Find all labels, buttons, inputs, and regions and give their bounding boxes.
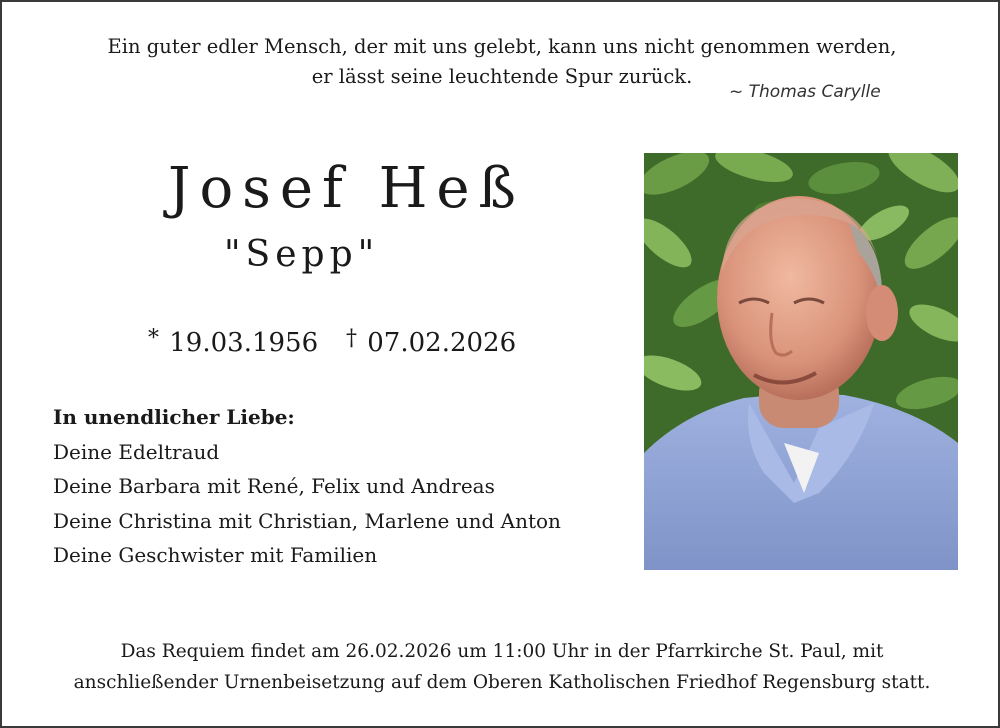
deceased-nickname: "Sepp" <box>224 234 380 275</box>
survivor-item: Deine Barbara mit René, Felix und Andreas <box>53 474 495 498</box>
survivors-heading: In unendlicher Liebe: <box>53 405 295 429</box>
requiem-line-2: anschließender Urnenbeisetzung auf dem Oberen Katholischen Friedhof Regensburg statt. <box>73 672 931 693</box>
survivor-item: Deine Geschwister mit Familien <box>53 543 378 567</box>
quote-author: ~ Thomas Carylle <box>729 82 881 102</box>
survivor-item: Deine Christina mit Christian, Marlene und Anton <box>53 508 561 533</box>
birth-date-value: 19.03.1956 <box>169 328 319 358</box>
quote-line-1: Ein guter edler Mensch, der mit uns gelebt, kann uns nicht genommen werden, <box>107 35 897 58</box>
deceased-name: Josef Heß <box>168 156 525 221</box>
portrait-photo <box>644 153 958 570</box>
survivors-list <box>53 400 561 573</box>
death-cross-icon: † <box>346 326 357 351</box>
ear <box>866 285 898 341</box>
birth-date <box>148 326 318 358</box>
birth-star-icon: * <box>148 326 159 351</box>
survivor-item: Deine Edeltraud <box>53 439 220 464</box>
requiem-notice <box>2 636 1000 698</box>
quote-line-2: er lässt seine leuchtende Spur zurück. <box>311 65 693 88</box>
requiem-line-1: Das Requiem findet am 26.02.2026 um 11:00 Uhr in der Pfarrkirche St. Paul, mit <box>120 641 884 662</box>
portrait-illustration <box>644 153 958 570</box>
death-date <box>346 326 516 358</box>
death-date-value: 07.02.2026 <box>367 328 517 358</box>
